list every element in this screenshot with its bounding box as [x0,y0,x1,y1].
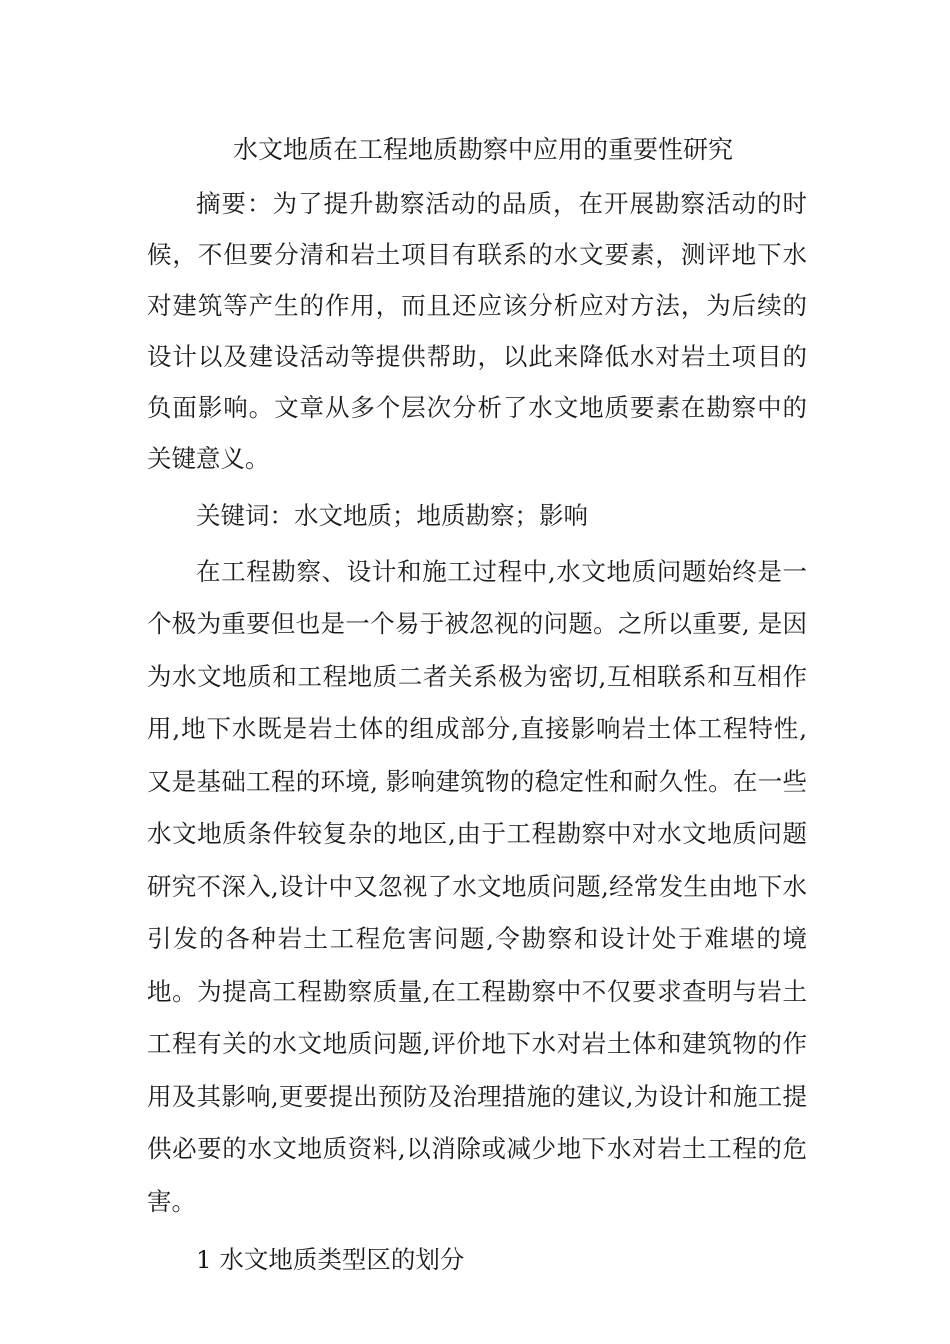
abstract-paragraph: 摘要：为了提升勘察活动的品质，在开展勘察活动的时候，不但要分清和岩土项目有联系的水文要素，测评地下水对建筑等产生的作用，而且还应该分析应对方法，为后续的设计以及建设活动等提供帮助，以此来降低水对岩土项目的负面影响。文章从多个层次分析了水文地质要素在勘察中的关键意义。 [147,189,807,473]
keywords-line: 关键词：水文地质；地质勘察；影响 [196,501,588,530]
section-heading: 1 水文地质类型区的划分 [196,1245,465,1274]
document-page [147,122,807,1287]
body-paragraph: 在工程勘察、设计和施工过程中,水文地质问题始终是一个极为重要但也是一个易于被忽视的问题。之所以重要, 是因为水文地质和工程地质二者关系极为密切,互相联系和互相作用,地下水既是岩土体的组成部分,直接影响岩土体工程特性,又是基础工程的环境, 影响建筑物的稳定性和耐久性。在一些水文地质条件较复杂的地区,由于工程勘察中对水文地质问题研究不深入,设计中又忽视了水文地质问题,经常发生由地下水引发的各种岩土工程危害问题,令勘察和设计处于难堪的境地。为提高工程勘察质量,在工程勘察中不仅要求查明与岩土工程有关的水文地质问题,评价地下水对岩土体和建筑物的作用及其影响,更要提出预防及治理措施的建议,为设计和施工提供必要的水文地质资料,以消除或减少地下水对岩土工程的危害。 [147,556,807,1216]
document-title: 水文地质在工程地质勘察中应用的重要性研究 [232,135,733,164]
